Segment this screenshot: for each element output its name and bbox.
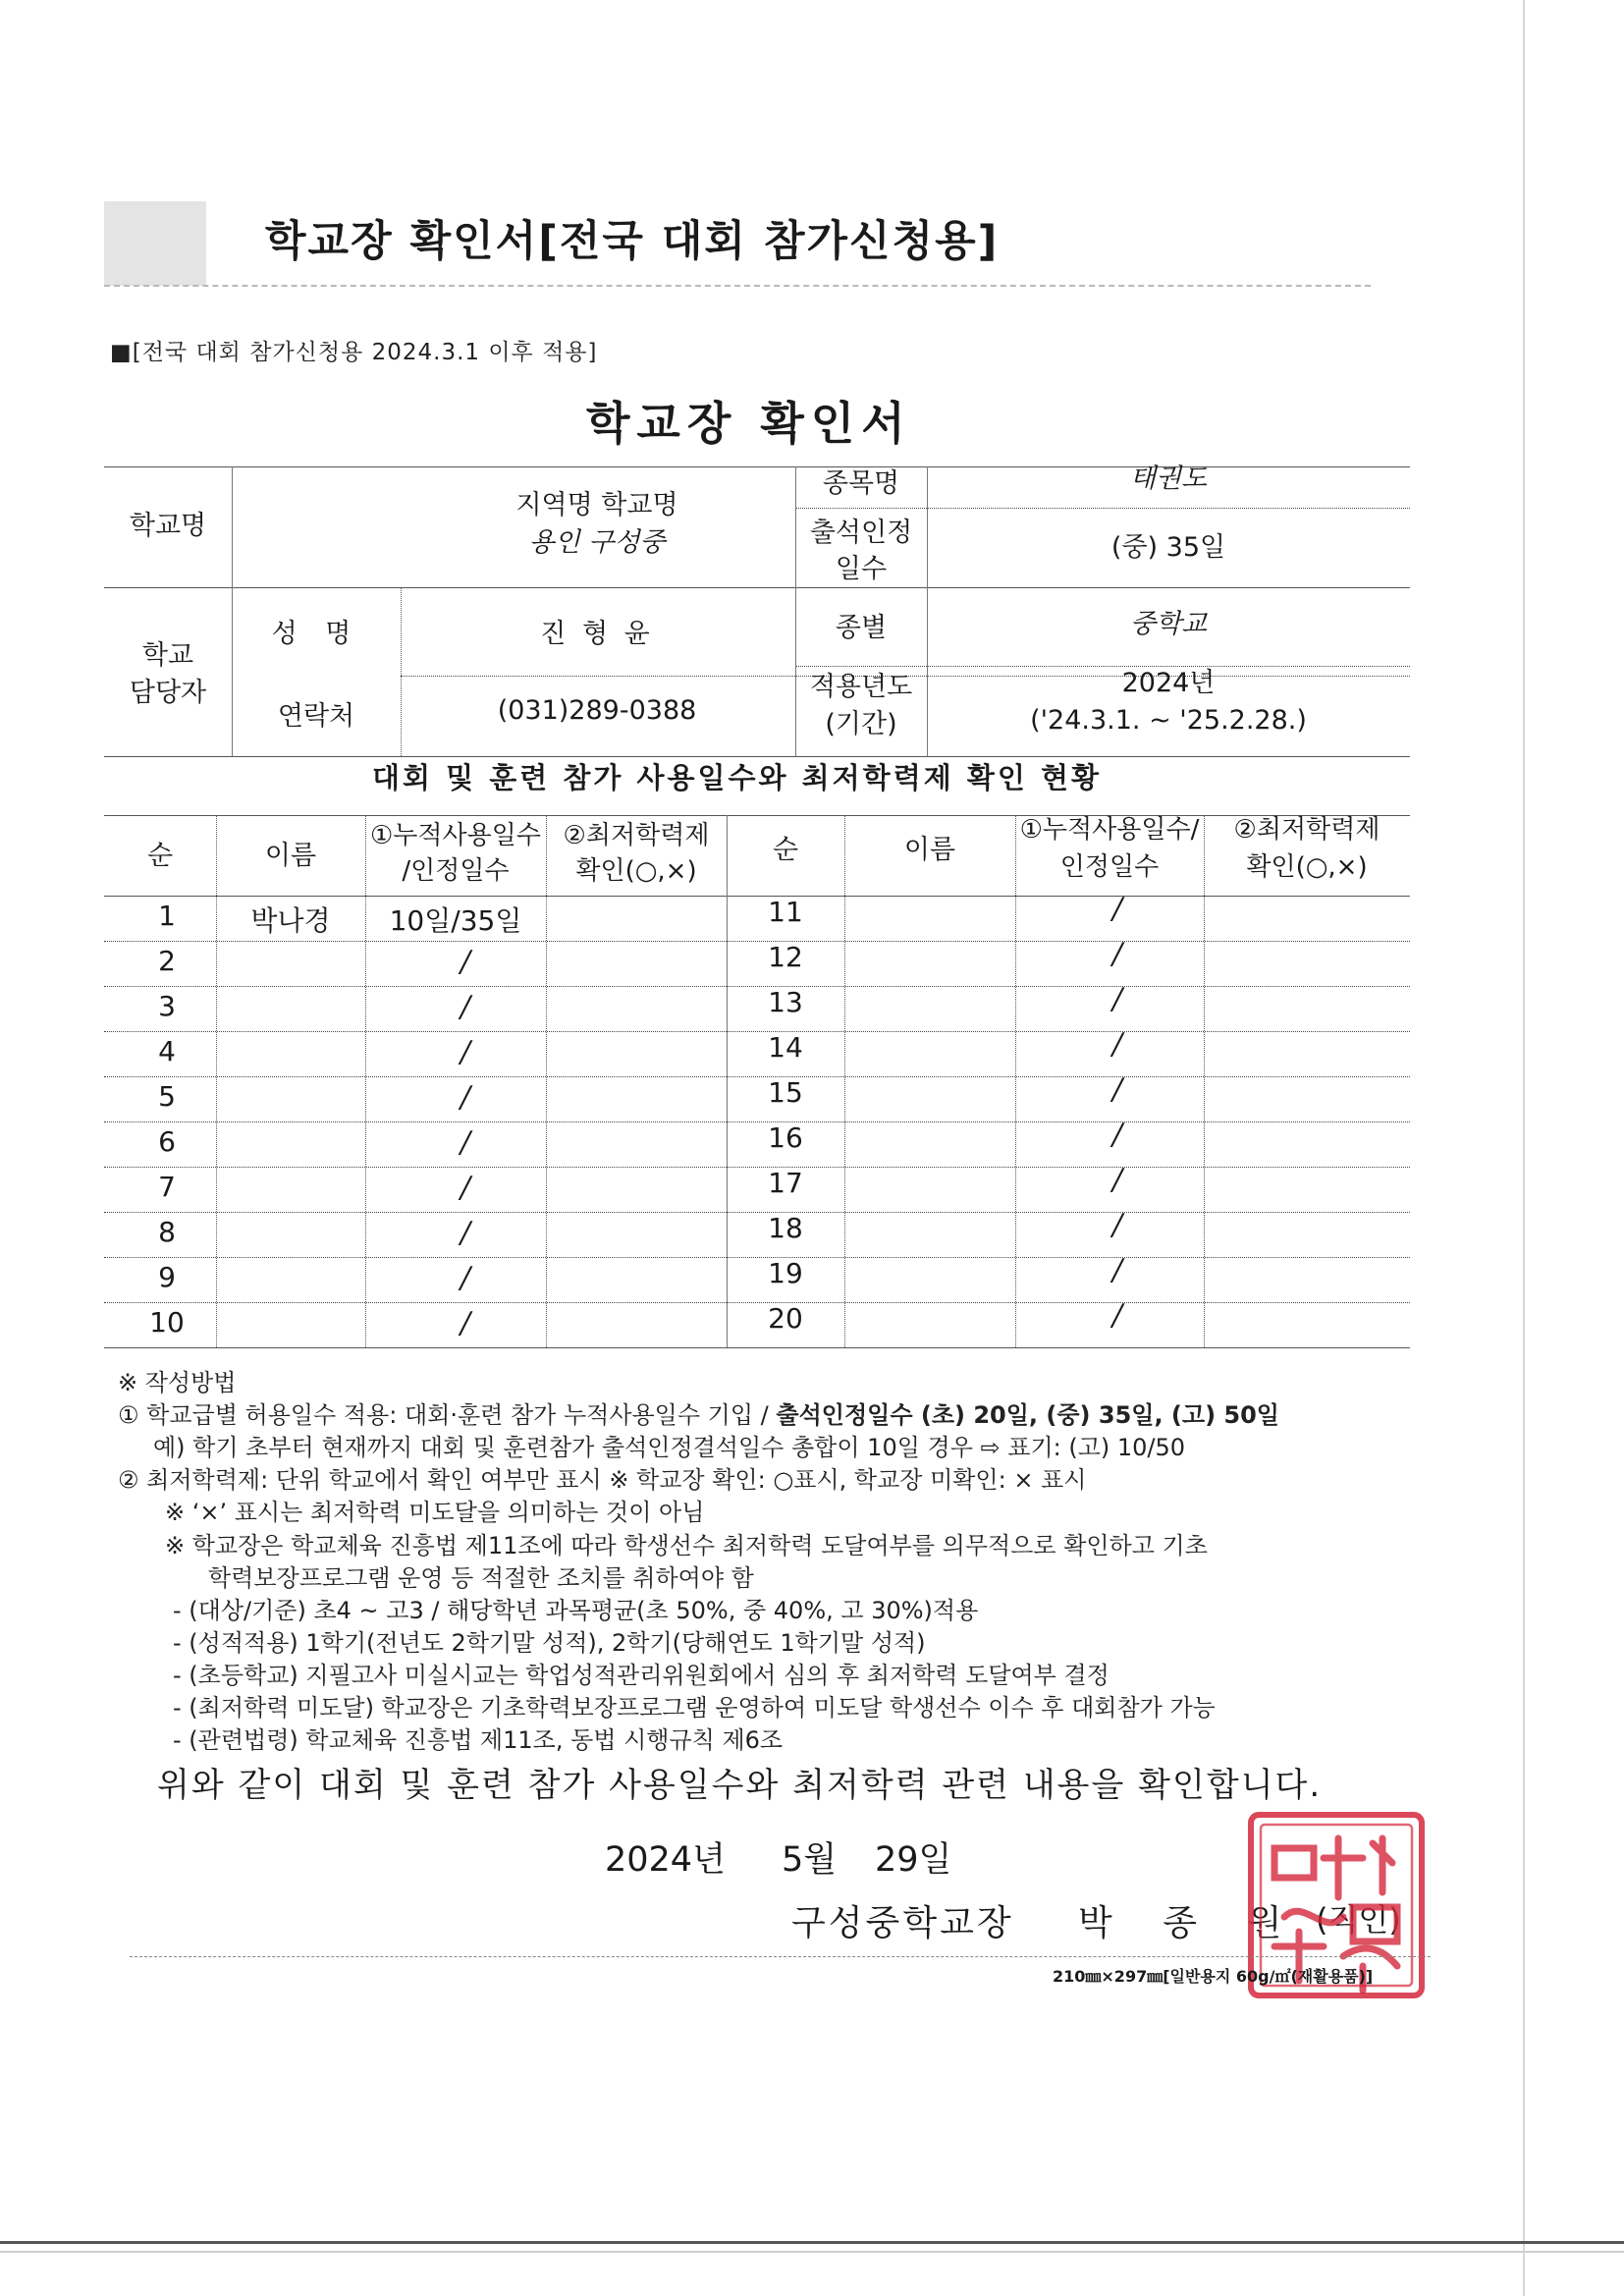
instructions	[118, 1367, 1434, 1757]
date-month: 5월	[782, 1840, 838, 1880]
student-name: 박나경	[250, 904, 331, 937]
instruction-2-note-c: 학력보장프로그램 운영 등 적절한 조치를 취하여야 함	[208, 1563, 754, 1592]
col-days-2: /인정일수	[402, 856, 510, 886]
year-label-1: 적용년도	[809, 672, 913, 702]
instruction-2: ② 최저학력제: 단위 학교에서 확인 여부만 표시 ※ 학교장 확인: ○표시, 학교장 미확인: × 표시	[118, 1466, 1087, 1495]
confirmation-statement: 위와 같이 대회 및 훈련 참가 사용일수와 최저학력 관련 내용을 확인합니다.	[157, 1766, 1323, 1805]
name-label: 성 명	[271, 619, 361, 649]
col-check-2: 확인(○,×)	[575, 856, 697, 886]
applicability-note: ■[전국 대회 참가신청용 2024.3.1 이후 적용]	[110, 340, 598, 365]
instruction-1-example: 예) 학기 초부터 현재까지 대회 및 훈련참가 출석인정결석일수 총합이 10일 경우 ⇨ 표기: (고) 10/50	[153, 1434, 1186, 1462]
row-number: 10	[149, 1306, 185, 1339]
row-number-right: 19	[768, 1257, 803, 1289]
days-used: /	[460, 1125, 471, 1160]
row-number: 7	[158, 1171, 176, 1203]
row-number: 5	[158, 1080, 176, 1113]
days-used: /	[460, 1261, 471, 1295]
manager-name-value: 진 형 윤	[540, 619, 654, 649]
col-days-right-2: 인정일수	[1059, 852, 1160, 882]
row-number-right: 16	[768, 1121, 803, 1154]
attendance-value: (중) 35일	[1110, 532, 1226, 563]
row-number: 3	[158, 990, 176, 1022]
year-value: 2024년	[1121, 668, 1216, 698]
days-used-right: /	[1111, 982, 1123, 1016]
days-used-right: /	[1111, 1253, 1123, 1287]
col-check-right-2: 확인(○,×)	[1246, 852, 1368, 882]
col-name: 이름	[264, 841, 317, 871]
period-value: ('24.3.1. ~ '25.2.28.)	[1030, 705, 1307, 736]
row-number-right: 20	[768, 1302, 803, 1335]
row-number-right: 11	[768, 896, 803, 928]
col-days-1: ①누적사용일수	[369, 821, 541, 850]
date-day: 29일	[875, 1840, 952, 1880]
days-used-right: /	[1111, 892, 1123, 926]
row-number: 8	[158, 1216, 176, 1248]
scan-edge-bottom-shadow	[0, 2251, 1624, 2253]
col-no-right: 순	[772, 835, 799, 865]
days-used: 10일/35일	[389, 904, 522, 937]
days-used-right: /	[1111, 937, 1123, 971]
days-used: /	[460, 1080, 471, 1115]
days-used: /	[460, 1035, 471, 1069]
row-number: 2	[158, 945, 176, 977]
banner-divider	[104, 285, 1371, 287]
instructions-heading: ※ 작성방법	[118, 1369, 237, 1396]
sport-label: 종목명	[822, 468, 900, 499]
instruction-2-note-b: ※ 학교장은 학교체육 진흥법 제11조에 따라 학생선수 최저학력 도달여부를 의무적으로 확인하고 기초	[165, 1531, 1208, 1559]
attendance-label-1: 출석인정	[809, 518, 913, 548]
col-no: 순	[146, 841, 174, 871]
banner-title: 학교장 확인서[전국 대회 참가신청용]	[265, 217, 1000, 266]
school-name-label: 학교명	[129, 511, 207, 541]
days-used: /	[460, 945, 471, 979]
paper-spec: 210㎜×297㎜[일반용지 60g/㎡(재활용품)]	[1053, 1967, 1374, 1986]
row-number: 1	[158, 900, 176, 932]
signer-title: 구성중학교장	[791, 1903, 1014, 1943]
criteria-item: - (성적적용) 1학기(전년도 2학기말 성적), 2학기(당해연도 1학기말 성적)	[173, 1628, 926, 1657]
row-number-right: 17	[768, 1167, 803, 1199]
days-used-right: /	[1111, 1118, 1123, 1152]
school-value: 용인 구성중	[528, 527, 666, 558]
school-region-label: 지역명 학교명	[515, 490, 678, 520]
contact-value: (031)289-0388	[497, 695, 697, 726]
section-title: 대회 및 훈련 참가 사용일수와 최저학력제 확인 현황	[372, 761, 1102, 794]
days-used: /	[460, 990, 471, 1024]
year-label-2: (기간)	[825, 709, 897, 739]
type-label: 종별	[835, 613, 888, 643]
sport-value: 태권도	[1129, 464, 1208, 494]
contact-label: 연락처	[277, 701, 355, 732]
col-check-1: ②최저학력제	[563, 821, 710, 850]
banner-shade	[104, 201, 206, 286]
allowed-days-emphasis: 출석인정일수 (초) 20일, (중) 35일, (고) 50일	[776, 1401, 1279, 1430]
row-number: 4	[158, 1035, 176, 1067]
row-number: 6	[158, 1125, 176, 1158]
row-number-right: 18	[768, 1212, 803, 1244]
days-used: /	[460, 1216, 471, 1250]
manager-label-1: 학교	[141, 640, 194, 671]
row-number-right: 12	[768, 941, 803, 973]
col-check-right-1: ②최저학력제	[1233, 815, 1380, 845]
scan-edge-bottom	[0, 2241, 1624, 2244]
col-name-right: 이름	[903, 835, 956, 865]
scan-edge-right	[1523, 0, 1525, 2296]
days-used-right: /	[1111, 1163, 1123, 1197]
criteria-item: - (최저학력 미도달) 학교장은 기초학력보장프로그램 운영하여 미도달 학생선수 이수 후 대회참가 가능	[173, 1694, 1216, 1722]
criteria-item: - (대상/기준) 초4 ~ 고3 / 해당학년 과목평균(초 50%, 중 40%, 고 30%)적용	[173, 1596, 979, 1624]
row-number-right: 14	[768, 1031, 803, 1064]
attendance-label-2: 일수	[835, 554, 888, 584]
days-used: /	[460, 1171, 471, 1205]
days-used-right: /	[1111, 1208, 1123, 1242]
col-days-right-1: ①누적사용일수/	[1019, 815, 1200, 845]
days-used-right: /	[1111, 1298, 1123, 1333]
signer-name: 박 종 원	[1078, 1903, 1302, 1943]
type-value: 중학교	[1129, 609, 1208, 639]
seal-label: (직인)	[1316, 1901, 1401, 1939]
row-number: 9	[158, 1261, 176, 1293]
days-used: /	[460, 1306, 471, 1340]
footer-divider	[130, 1956, 1431, 1957]
document-title: 학교장 확인서	[586, 397, 912, 450]
criteria-item: - (관련법령) 학교체육 진흥법 제11조, 동법 시행규칙 제6조	[173, 1726, 784, 1755]
row-number-right: 13	[768, 986, 803, 1018]
days-used-right: /	[1111, 1072, 1123, 1107]
date-year: 2024년	[605, 1840, 726, 1880]
days-used-right: /	[1111, 1027, 1123, 1062]
instruction-1: ① 학교급별 허용일수 적용: 대회·훈련 참가 누적사용일수 기입 / 출석인정일수 (초) 20일, (중) 35일, (고) 50일	[118, 1401, 1279, 1430]
row-number-right: 15	[768, 1076, 803, 1109]
instruction-2-note-a: ※ ‘×’ 표시는 최저학력 미도달을 의미하는 것이 아님	[165, 1499, 705, 1527]
criteria-item: - (초등학교) 지필고사 미실시교는 학업성적관리위원회에서 심의 후 최저학력 도달여부 결정	[173, 1661, 1110, 1689]
manager-label-2: 담당자	[129, 678, 207, 708]
